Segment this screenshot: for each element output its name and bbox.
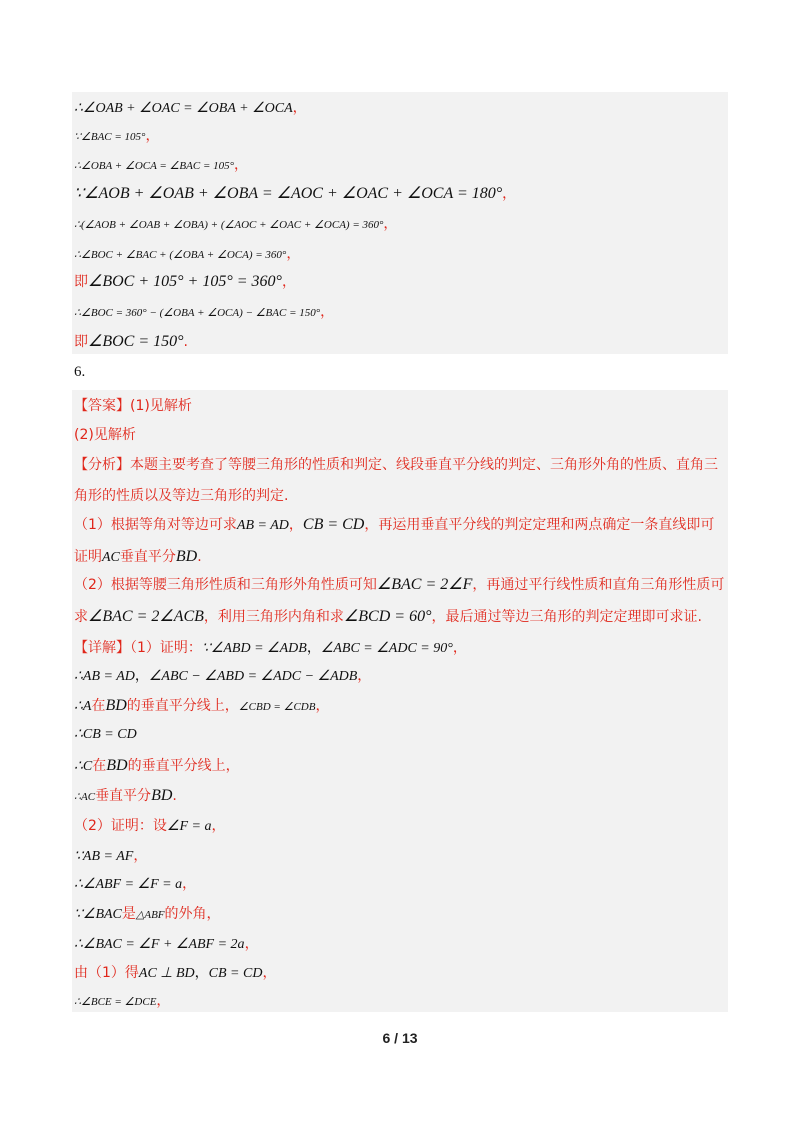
math-expression: CB = CD xyxy=(208,966,263,981)
punctuation: ， xyxy=(502,186,517,202)
punctuation: ， xyxy=(145,128,160,144)
punctuation: ， xyxy=(182,876,197,892)
answer-line-2 xyxy=(74,423,136,446)
math-expression: ∵∠ABD = ∠ADB xyxy=(201,641,307,656)
math-expression: AC ⊥ BD xyxy=(138,966,195,981)
punctuation: ， xyxy=(234,157,249,173)
detail-line-10 xyxy=(74,902,221,926)
analysis-text: ，利用三角形内角和求 xyxy=(203,609,344,625)
detail-text: ， xyxy=(306,640,321,656)
math-expression: ∠CBD = ∠CDB xyxy=(238,701,316,713)
analysis-text: ，最后通过等边三角形的判定定理即可求证. xyxy=(431,609,702,625)
math-expression: ∠BCD = 60° xyxy=(343,608,432,625)
equation-line-5 xyxy=(74,212,397,236)
detail-text: 在 xyxy=(91,698,106,714)
math-expression: ∴AB = AD xyxy=(74,669,135,684)
analysis-text: ，再通过平行线性质和直角三角形性质可 xyxy=(472,577,725,593)
punctuation: ， xyxy=(156,993,171,1009)
detail-line-12 xyxy=(74,961,276,985)
detail-line-8 xyxy=(74,844,147,868)
answer-part-2: (2)见解析 xyxy=(74,427,136,443)
math-expression: △ABF xyxy=(135,909,165,921)
math-expression: ∵∠BAC = 105° xyxy=(74,131,146,143)
analysis-line-2 xyxy=(74,484,288,507)
math-expression: ∠ABC − ∠ABD = ∠ADC − ∠ADB xyxy=(148,669,358,684)
analysis-text: 证明 xyxy=(74,549,102,565)
punctuation: ， xyxy=(286,246,301,262)
equation-line-1 xyxy=(74,96,307,120)
math-expression: ∴∠BOC = 360° − (∠OBA + ∠OCA) − ∠BAC = 150° xyxy=(74,307,321,319)
math-expression: ∴CB = CD xyxy=(74,727,137,742)
punctuation: ， xyxy=(315,698,330,714)
punctuation: ， xyxy=(383,216,398,232)
question-number: 6. xyxy=(74,364,86,380)
detail-line-9 xyxy=(74,872,196,896)
math-expression: ∴∠BAC = ∠F + ∠ABF = 2a xyxy=(74,937,245,952)
answer-tag: 【答案】 xyxy=(74,398,130,414)
answer-part-1: (1)见解析 xyxy=(130,398,192,414)
detail-tag: 【详解】 xyxy=(74,640,130,656)
math-expression: AC xyxy=(102,550,120,565)
detail-text: ， xyxy=(194,965,209,981)
equation-line-9 xyxy=(74,330,188,353)
detail-line-1 xyxy=(74,636,467,660)
math-expression: ∴C xyxy=(74,759,93,774)
analysis-text: 垂直平分 xyxy=(119,549,176,565)
detail-text: 在 xyxy=(92,758,107,774)
analysis-line-1 xyxy=(74,453,718,476)
detail-text: （1）证明： xyxy=(130,640,202,656)
equation-line-3 xyxy=(74,153,248,177)
equation-line-2 xyxy=(74,124,159,148)
detail-text: 的垂直平分线上， xyxy=(127,758,240,774)
math-expression: ∴∠OBA + ∠OCA = ∠BAC = 105° xyxy=(74,160,235,172)
math-expression: ∵∠AOB + ∠OAB + ∠OBA = ∠AOC + ∠OAC + ∠OCA = 180° xyxy=(74,185,503,202)
equation-line-6 xyxy=(74,242,300,266)
analysis-text: 求 xyxy=(74,609,88,625)
math-expression: ∵∠BAC xyxy=(74,907,122,922)
math-expression: ∠BAC = 2∠F xyxy=(376,576,473,593)
analysis-line-5 xyxy=(74,573,724,596)
analysis-line-6 xyxy=(74,605,702,628)
punctuation: ， xyxy=(452,640,467,656)
detail-text: 是 xyxy=(121,906,136,922)
math-expression: ∠BAC = 2∠ACB xyxy=(88,608,204,625)
prefix-text: 即 xyxy=(74,274,88,290)
detail-text: 的垂直平分线上， xyxy=(126,698,239,714)
punctuation: ， xyxy=(211,818,226,834)
detail-line-5 xyxy=(74,754,240,778)
math-expression: ∠F = a xyxy=(166,819,212,834)
math-expression: ∵AB = AF xyxy=(74,849,134,864)
detail-line-7 xyxy=(74,814,225,838)
punctuation: ， xyxy=(357,668,372,684)
punctuation: . xyxy=(183,334,188,350)
detail-text: ， xyxy=(134,668,149,684)
math-expression: ∠BOC = 150° xyxy=(88,333,184,350)
math-expression: CB = CD xyxy=(302,516,365,533)
math-expression: ∴∠ABF = ∠F = a xyxy=(74,877,183,892)
math-expression: ∴A xyxy=(74,699,92,714)
punctuation: ， xyxy=(292,100,307,116)
detail-line-2 xyxy=(74,664,371,688)
detail-line-11 xyxy=(74,932,259,956)
punctuation: ， xyxy=(320,304,335,320)
math-expression: ∠BOC + 105° + 105° = 360° xyxy=(88,273,282,290)
detail-line-6 xyxy=(74,784,177,808)
detail-text: 由（1）得 xyxy=(74,965,139,981)
punctuation: ， xyxy=(244,936,259,952)
detail-text: . xyxy=(172,788,177,804)
math-expression: BD xyxy=(105,697,127,714)
detail-text: 的外角， xyxy=(164,906,221,922)
analysis-text: 角形的性质以及等边三角形的判定. xyxy=(74,488,289,504)
analysis-text: ，再运用垂直平分线的判定定理和两点确定一条直线即可 xyxy=(364,517,715,533)
prefix-text: 即 xyxy=(74,334,88,350)
detail-line-13 xyxy=(74,989,170,1013)
detail-text: 垂直平分 xyxy=(95,788,152,804)
math-expression: BD xyxy=(106,757,128,774)
analysis-text: （1）根据等角对等边可求 xyxy=(74,517,237,533)
math-expression: ∴AC xyxy=(74,791,96,803)
analysis-text: . xyxy=(197,549,202,565)
math-expression: ∴∠OAB + ∠OAC = ∠OBA + ∠OCA xyxy=(74,101,293,116)
math-expression: BD xyxy=(151,787,173,804)
detail-line-3 xyxy=(74,694,329,718)
punctuation: ， xyxy=(262,965,277,981)
analysis-text: ， xyxy=(288,517,303,533)
math-expression: ∴(∠AOB + ∠OAB + ∠OBA) + (∠AOC + ∠OAC + ∠OCA) = 360° xyxy=(74,219,384,231)
punctuation: ， xyxy=(133,848,148,864)
math-expression: ∠ABC = ∠ADC = 90° xyxy=(320,641,453,656)
analysis-text: （2）根据等腰三角形性质和三角形外角性质可知 xyxy=(74,577,377,593)
answer-line-1 xyxy=(74,394,192,417)
math-expression: BD xyxy=(175,548,198,565)
math-expression: ∴∠BCE = ∠DCE xyxy=(74,996,157,1008)
detail-text: （2）证明：设 xyxy=(74,818,167,834)
analysis-text: 本题主要考查了等腰三角形的性质和判定、线段垂直平分线的判定、三角形外角的性质、直角三 xyxy=(130,457,718,473)
equation-line-4 xyxy=(74,182,516,205)
math-expression: ∴∠BOC + ∠BAC + (∠OBA + ∠OCA) = 360° xyxy=(74,249,287,261)
analysis-tag: 【分析】 xyxy=(74,457,130,473)
equation-line-7 xyxy=(74,270,296,293)
math-expression: AB = AD xyxy=(236,518,289,533)
analysis-line-3 xyxy=(74,513,714,537)
page-number: 6 / 13 xyxy=(382,1030,418,1046)
punctuation: ， xyxy=(281,274,296,290)
detail-line-4 xyxy=(74,722,137,746)
equation-line-8 xyxy=(74,300,334,324)
analysis-line-4 xyxy=(74,545,202,569)
